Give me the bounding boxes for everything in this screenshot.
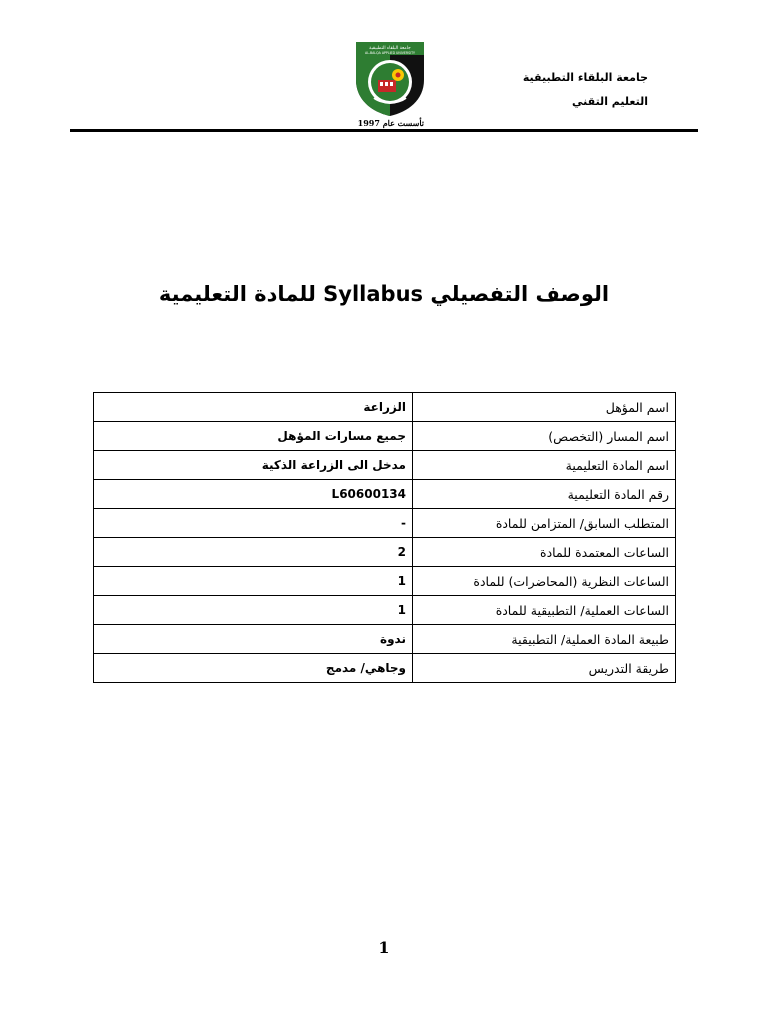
row-label: رقم المادة التعليمية — [413, 480, 676, 509]
table-row — [94, 451, 676, 480]
row-value: - — [94, 509, 413, 538]
table-row — [94, 422, 676, 451]
table-row — [94, 509, 676, 538]
row-label: اسم المادة التعليمية — [413, 451, 676, 480]
founded-year: تأسست عام 1997 — [357, 118, 424, 128]
row-label: المتطلب السابق/ المتزامن للمادة — [413, 509, 676, 538]
row-value: وجاهي/ مدمج — [94, 654, 413, 683]
row-label: طبيعة المادة العملية/ التطبيقية — [413, 625, 676, 654]
row-label: الساعات النظرية (المحاضرات) للمادة — [413, 567, 676, 596]
row-value: 1 — [94, 567, 413, 596]
university-logo — [352, 40, 428, 118]
syllabus-table — [93, 392, 676, 683]
table-row — [94, 596, 676, 625]
row-value: جميع مسارات المؤهل — [94, 422, 413, 451]
row-label: الساعات العملية/ التطبيقية للمادة — [413, 596, 676, 625]
logo-arabic-text: جامعة البلقاء التطبيقية — [369, 46, 411, 51]
row-label: طريقة التدريس — [413, 654, 676, 683]
table-row — [94, 625, 676, 654]
row-label: الساعات المعتمدة للمادة — [413, 538, 676, 567]
table-row — [94, 480, 676, 509]
row-value: 1 — [94, 596, 413, 625]
page-title: الوصف التفصيلي Syllabus للمادة التعليمية — [158, 282, 610, 306]
row-value: 2 — [94, 538, 413, 567]
header-text — [448, 66, 648, 114]
table-row — [94, 393, 676, 422]
row-label: اسم المؤهل — [413, 393, 676, 422]
row-value: الزراعة — [94, 393, 413, 422]
department-name: التعليم التقني — [572, 95, 648, 108]
university-name: جامعة البلقاء التطبيقية — [522, 71, 648, 84]
page-number: 1 — [378, 938, 390, 957]
table-row — [94, 567, 676, 596]
header-divider — [70, 129, 698, 132]
logo-english-text: AL-BALQA APPLIED UNIVERSITY — [365, 51, 415, 55]
row-value: ندوة — [94, 625, 413, 654]
row-value: مدخل الى الزراعة الذكية — [94, 451, 413, 480]
row-value: L60600134 — [94, 480, 413, 509]
row-label: اسم المسار (التخصص) — [413, 422, 676, 451]
table-row — [94, 654, 676, 683]
table-row — [94, 538, 676, 567]
